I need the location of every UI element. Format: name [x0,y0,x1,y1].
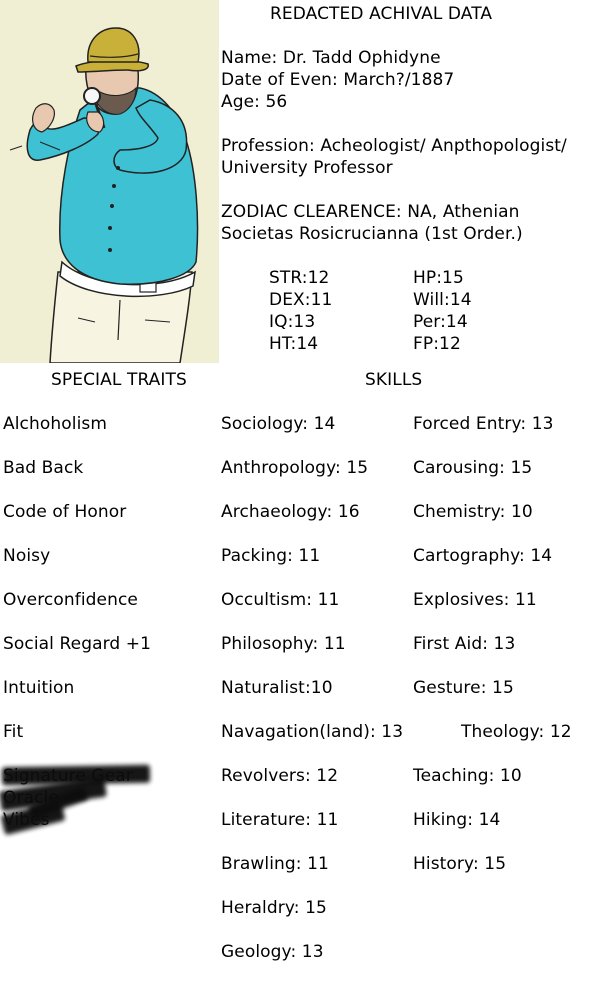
skills-heading: SKILLS [365,370,423,390]
traits-heading: SPECIAL TRAITS [51,370,187,390]
skill-item: Brawling: 11 [221,854,329,874]
skill-item: Explosives: 11 [413,590,537,610]
skill-item: First Aid: 13 [413,634,516,654]
stat-str: STR:12 [269,268,330,288]
skill-item: Chemistry: 10 [413,502,533,522]
stat-will: Will:14 [413,290,472,310]
skill-item: Philosophy: 11 [221,634,346,654]
bio-age: Age: 56 [221,92,288,112]
skill-item: Forced Entry: 13 [413,414,554,434]
trait-item: Code of Honor [3,502,127,522]
skill-item: Theology: 12 [461,722,572,742]
skill-item: Revolvers: 12 [221,766,339,786]
skill-item: Hiking: 14 [413,810,501,830]
bio-name: Name: Dr. Tadd Ophidyne [221,48,441,68]
skill-item: Naturalist:10 [221,678,333,698]
trait-item: Alchoholism [3,414,108,434]
skill-item: Sociology: 14 [221,414,336,434]
bio-profession-line1: Profession: Acheologist/ Anpthopologist/ [221,136,567,156]
skill-item: Carousing: 15 [413,458,533,478]
trait-item: Social Regard +1 [3,634,152,654]
bio-zodiac-line2: Societas Rosicrucianna (1st Order.) [221,224,523,244]
skill-item: Occultism: 11 [221,590,340,610]
character-portrait [0,0,219,363]
skill-item: Gesture: 15 [413,678,514,698]
skill-item: History: 15 [413,854,507,874]
trait-item: Noisy [3,546,51,566]
stat-fp: FP:12 [413,334,461,354]
document-title: REDACTED ACHIVAL DATA [270,4,493,24]
skill-item: Packing: 11 [221,546,321,566]
skill-item: Archaeology: 16 [221,502,360,522]
trait-item: Bad Back [3,458,84,478]
stat-dex: DEX:11 [269,290,333,310]
skill-item: Teaching: 10 [413,766,522,786]
skill-item: Literature: 11 [221,810,339,830]
trait-item: Overconfidence [3,590,138,610]
skill-item: Geology: 13 [221,942,324,962]
trait-item: Intuition [3,678,75,698]
stat-hp: HP:15 [413,268,464,288]
skill-item: Cartography: 14 [413,546,553,566]
bio-date: Date of Even: March?/1887 [221,70,455,90]
skill-item: Anthropology: 15 [221,458,369,478]
skill-item: Navagation(land): 13 [221,722,404,742]
bio-profession-line2: University Professor [221,158,393,178]
bio-zodiac-line1: ZODIAC CLEARENCE: NA, Athenian [221,202,520,222]
trait-item: Fit [3,722,24,742]
portrait-drawing [0,0,219,363]
skill-item: Heraldry: 15 [221,898,327,918]
stat-iq: IQ:13 [269,312,316,332]
stat-ht: HT:14 [269,334,319,354]
stat-per: Per:14 [413,312,468,332]
